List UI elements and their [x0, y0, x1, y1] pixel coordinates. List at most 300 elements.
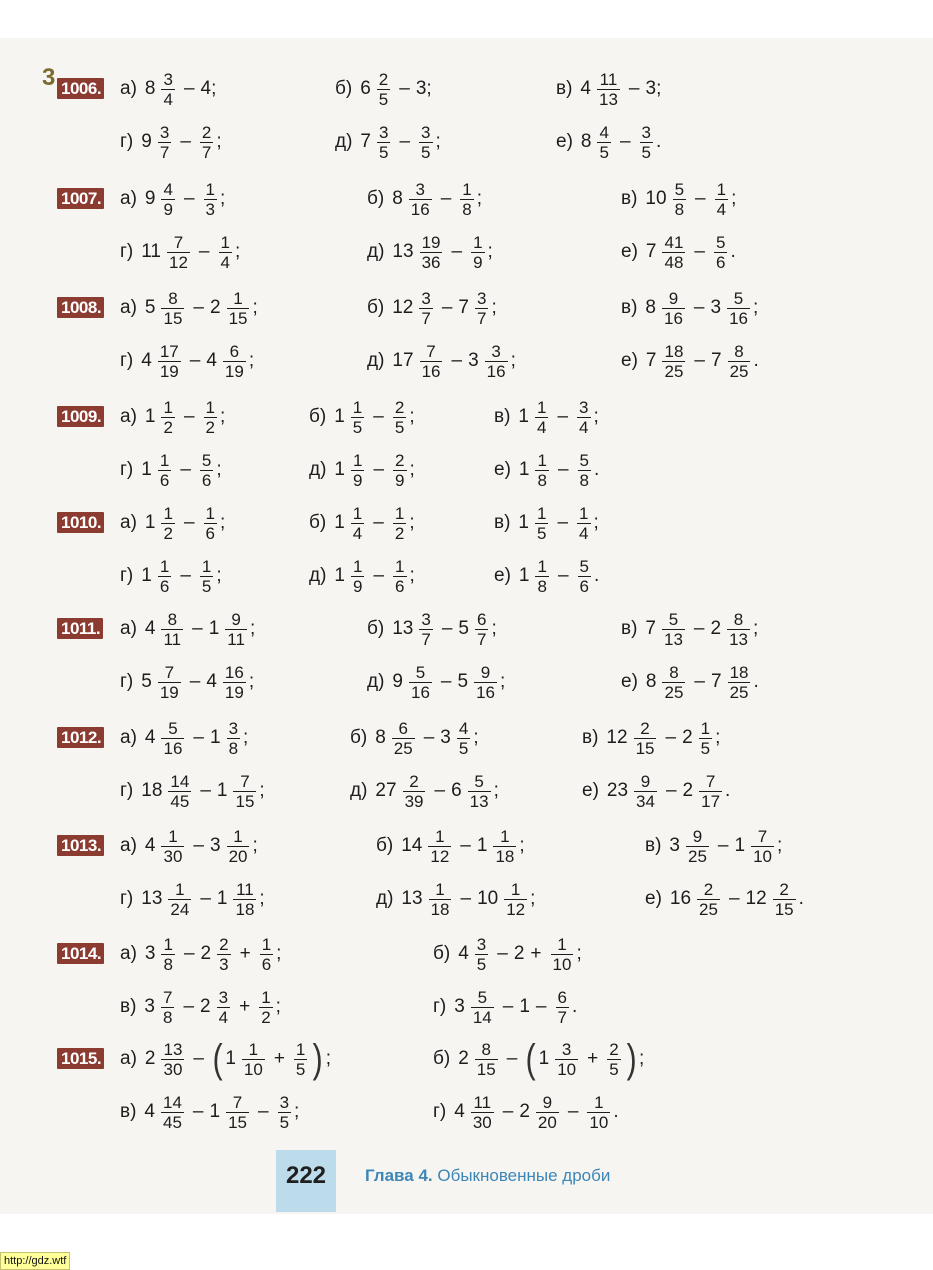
denominator: 25: [393, 738, 413, 758]
whole-part: 16: [669, 888, 692, 909]
exercise-number: 1006.: [57, 78, 104, 99]
whole-part: 4: [580, 78, 591, 99]
denominator: 16: [486, 361, 506, 381]
punctuation: .: [571, 996, 578, 1017]
whole-part: 12: [745, 888, 767, 909]
fraction: [468, 233, 487, 272]
fraction-stack: [728, 342, 751, 381]
mixed-number: [646, 233, 689, 272]
whole-part: 10: [645, 188, 667, 209]
operator: –: [619, 131, 631, 152]
mixed-number: [670, 880, 723, 919]
fraction-stack: [419, 610, 432, 649]
numerator: 7: [240, 771, 250, 791]
whole-part: 9: [392, 671, 403, 692]
punctuation: ;: [487, 241, 493, 262]
mixed-number: [669, 827, 712, 866]
denominator: 19: [224, 361, 244, 381]
numerator: 1: [395, 556, 405, 576]
numerator: 2: [395, 450, 405, 470]
numerator: 11: [599, 69, 618, 89]
operator: –: [373, 512, 384, 533]
exercise-item: [621, 177, 736, 221]
fraction-stack: [204, 398, 217, 437]
whole-part: 2: [209, 297, 221, 318]
item-label: д): [367, 671, 385, 692]
numerator: 9: [480, 662, 491, 682]
mixed-number: [458, 289, 491, 328]
mixed-number: [145, 719, 188, 758]
denominator: 16: [729, 308, 748, 328]
denominator: 34: [636, 791, 655, 811]
numerator: 3: [421, 609, 431, 629]
fraction: [390, 451, 409, 490]
numerator: 3: [491, 341, 501, 361]
fraction-stack: [161, 988, 174, 1027]
fraction-stack: [161, 398, 174, 437]
operator: –: [183, 943, 195, 964]
whole-part: 23: [606, 780, 629, 801]
denominator: 9: [163, 199, 173, 219]
numerator: 1: [579, 503, 589, 523]
whole-part: 1: [334, 406, 345, 427]
fraction: [390, 557, 409, 596]
mixed-number: [334, 451, 367, 490]
denominator: 25: [729, 682, 749, 702]
fraction-stack: [597, 70, 620, 109]
fraction: [197, 451, 216, 490]
denominator: 10: [243, 1059, 263, 1079]
fraction: [604, 1040, 623, 1079]
fraction: [201, 504, 220, 543]
item-label: в): [494, 512, 511, 533]
whole-part: 7: [458, 297, 469, 318]
operator: –: [665, 780, 677, 801]
mixed-number: [145, 70, 178, 109]
fraction-stack: [474, 663, 497, 702]
operator: +: [273, 1048, 285, 1069]
denominator: 10: [589, 1112, 609, 1132]
fraction-stack: [429, 880, 452, 919]
mixed-number: [468, 342, 511, 381]
fraction-stack: [420, 342, 443, 381]
fraction-stack: [161, 1040, 184, 1079]
numerator: 1: [353, 450, 363, 470]
whole-part: 1: [734, 835, 746, 856]
whole-part: 4: [144, 727, 156, 748]
denominator: 13: [664, 629, 683, 649]
fraction-stack: [260, 935, 273, 974]
item-label: г): [433, 996, 447, 1017]
item-label: а): [120, 943, 137, 964]
exercise-item: [350, 716, 479, 760]
page-number: 222: [276, 1150, 336, 1212]
whole-part: 4: [141, 350, 152, 371]
fraction-stack: [204, 180, 217, 219]
mixed-number: [519, 557, 552, 596]
numerator: 1: [163, 503, 173, 523]
whole-part: 1: [209, 1101, 221, 1122]
item-label: а): [120, 512, 137, 533]
whole-part: 4: [454, 1101, 465, 1122]
punctuation: ;: [473, 727, 479, 748]
operator: –: [434, 780, 446, 801]
fraction-stack: [158, 451, 171, 490]
denominator: 5: [537, 523, 547, 543]
whole-part: 7: [360, 131, 371, 152]
fraction-stack: [420, 233, 443, 272]
punctuation: .: [753, 350, 759, 371]
fraction-stack: [227, 289, 250, 328]
denominator: 4: [579, 523, 589, 543]
numerator: 1: [510, 879, 521, 899]
whole-part: 3: [209, 835, 221, 856]
mixed-number: [518, 398, 551, 437]
whole-part: 1: [144, 512, 156, 533]
numerator: 5: [474, 771, 484, 791]
operator: –: [200, 780, 211, 801]
mixed-number: [141, 557, 174, 596]
denominator: 6: [579, 576, 589, 596]
item-label: д): [350, 780, 368, 801]
whole-part: 7: [710, 671, 722, 692]
whole-part: 12: [392, 297, 414, 318]
fraction-stack: [204, 504, 217, 543]
mixed-number: [711, 610, 754, 649]
numerator: 18: [664, 341, 684, 361]
fraction-stack: [662, 610, 685, 649]
numerator: 5: [477, 987, 488, 1007]
numerator: 1: [261, 934, 272, 954]
denominator: 5: [379, 142, 389, 162]
fraction-stack: [773, 880, 796, 919]
fraction-stack: [485, 342, 508, 381]
punctuation: ;: [276, 943, 282, 964]
exercise-item: [494, 554, 599, 598]
whole-part: 9: [144, 188, 156, 209]
numerator: 3: [159, 122, 170, 142]
fraction-stack: [475, 1040, 498, 1079]
denominator: 8: [228, 738, 239, 758]
denominator: 5: [279, 1112, 290, 1132]
fraction-stack: [536, 1093, 559, 1132]
numerator: 1: [435, 826, 445, 846]
denominator: 15: [228, 308, 248, 328]
numerator: 3: [641, 122, 651, 142]
operator: –: [193, 727, 204, 748]
numerator: 1: [462, 179, 472, 199]
whole-part: 14: [401, 835, 423, 856]
fraction-stack: [634, 719, 657, 758]
mixed-number: [141, 880, 194, 919]
numerator: 1: [557, 934, 567, 954]
denominator: 8: [462, 199, 472, 219]
fraction-stack: [242, 1040, 265, 1079]
fraction-stack: [457, 719, 470, 758]
operator: –: [694, 350, 705, 371]
exercise-item: [120, 1037, 331, 1081]
exercise-item: [120, 607, 255, 651]
fraction: [275, 1093, 294, 1132]
numerator: 1: [168, 826, 178, 846]
fraction-stack: [393, 557, 406, 596]
punctuation: ;: [753, 618, 759, 639]
mixed-number: [206, 342, 249, 381]
denominator: 5: [352, 417, 363, 437]
mixed-number: [746, 880, 799, 919]
item-label: а): [120, 727, 137, 748]
mixed-number: [145, 504, 178, 543]
fraction: [291, 1040, 310, 1079]
item-label: д): [367, 350, 385, 371]
operator: –: [373, 406, 384, 427]
mixed-number: [141, 233, 193, 272]
exercise-item: [367, 230, 493, 274]
punctuation: ;: [500, 671, 506, 692]
exercise-item: [621, 660, 759, 704]
denominator: 2: [394, 523, 405, 543]
integer: 1: [519, 996, 530, 1017]
denominator: 20: [228, 846, 248, 866]
operator: –: [192, 618, 203, 639]
punctuation: ;: [243, 727, 249, 748]
numerator: 1: [220, 232, 230, 252]
fraction-stack: [556, 988, 569, 1027]
whole-part: 13: [392, 241, 414, 262]
mixed-number: [645, 180, 689, 219]
operator: –: [200, 888, 211, 909]
punctuation: ;: [216, 459, 222, 480]
exercise-item: [433, 985, 577, 1029]
mixed-number: [206, 663, 249, 702]
fraction-stack: [158, 342, 181, 381]
operator: –: [192, 1101, 204, 1122]
integer: 2: [513, 943, 525, 964]
operator: –: [728, 888, 740, 909]
fraction: [575, 451, 594, 490]
item-label: б): [433, 943, 451, 964]
denominator: 25: [729, 361, 749, 381]
operator: –: [665, 727, 677, 748]
whole-part: 1: [518, 459, 530, 480]
fraction-stack: [158, 663, 181, 702]
denominator: 25: [688, 846, 707, 866]
exercise-item: [494, 448, 599, 492]
denominator: 24: [170, 899, 190, 919]
exercise-item: [376, 824, 525, 868]
punctuation: ;: [593, 406, 599, 427]
whole-part: 7: [645, 618, 656, 639]
numerator: 2: [394, 397, 405, 417]
mixed-number: [646, 663, 689, 702]
whole-part: 27: [375, 780, 397, 801]
mixed-number: [334, 504, 367, 543]
whole-part: 1: [538, 1048, 550, 1069]
fraction-stack: [161, 1093, 184, 1132]
numerator: 6: [557, 987, 567, 1007]
exercise-item: [309, 554, 415, 598]
fraction: [711, 233, 730, 272]
numerator: 1: [435, 879, 445, 899]
denominator: 20: [537, 1112, 557, 1132]
denominator: 14: [472, 1007, 492, 1027]
whole-part: 12: [606, 727, 628, 748]
denominator: 25: [699, 899, 718, 919]
numerator: 6: [229, 341, 240, 361]
punctuation: ;: [426, 78, 432, 99]
fraction-stack: [727, 289, 750, 328]
exercise-item: [556, 120, 661, 164]
denominator: 4: [218, 1007, 229, 1027]
exercise-number: 1008.: [57, 297, 104, 318]
exercise-item: [120, 339, 254, 383]
numerator: 1: [700, 718, 711, 738]
denominator: 5: [599, 142, 609, 162]
denominator: 7: [159, 142, 170, 162]
fraction: [197, 123, 216, 162]
operator: –: [423, 727, 435, 748]
fraction: [390, 504, 409, 543]
punctuation: .: [594, 459, 600, 480]
fraction-stack: [168, 772, 191, 811]
denominator: 2: [163, 523, 173, 543]
mixed-number: [141, 451, 174, 490]
punctuation: ;: [409, 459, 415, 480]
numerator: 1: [248, 1039, 259, 1059]
fraction-stack: [233, 880, 256, 919]
mixed-number: [141, 342, 184, 381]
exercise-item: [335, 120, 441, 164]
denominator: 10: [753, 846, 772, 866]
whole-part: 5: [144, 297, 156, 318]
numerator: 5: [168, 718, 178, 738]
numerator: 3: [228, 718, 239, 738]
fraction-stack: [471, 233, 484, 272]
punctuation: ;: [777, 835, 783, 856]
operator: +: [239, 943, 251, 964]
chapter-title: Обыкновенные дроби: [437, 1166, 611, 1185]
item-label: е): [621, 241, 638, 262]
denominator: 3: [219, 954, 229, 974]
operator: –: [193, 835, 204, 856]
operator: –: [628, 78, 640, 99]
denominator: 19: [159, 682, 179, 702]
item-label: е): [556, 131, 573, 152]
denominator: 16: [421, 361, 441, 381]
fraction-stack: [158, 123, 171, 162]
operator: –: [567, 1101, 579, 1122]
exercise-item: [582, 769, 730, 813]
punctuation: ;: [259, 780, 265, 801]
denominator: 18: [430, 899, 450, 919]
operator: –: [399, 78, 410, 99]
integer: 4: [200, 78, 212, 99]
operator: –: [502, 996, 514, 1017]
whole-part: 1: [518, 512, 529, 533]
exercise-item: [645, 877, 804, 921]
fraction-stack: [577, 398, 590, 437]
denominator: 25: [664, 682, 684, 702]
denominator: 19: [159, 361, 179, 381]
whole-part: 13: [401, 888, 423, 909]
mixed-number: [145, 827, 188, 866]
whole-part: 8: [645, 671, 657, 692]
numerator: 1: [394, 503, 405, 523]
fraction-stack: [393, 398, 406, 437]
watermark-link[interactable]: http://gdz.wtf: [0, 1252, 70, 1270]
numerator: 9: [640, 771, 651, 791]
fraction-stack: [662, 663, 685, 702]
exercise-item: [582, 716, 720, 760]
fraction-stack: [223, 342, 246, 381]
numerator: 9: [692, 826, 703, 846]
punctuation: ;: [493, 780, 499, 801]
whole-part: 9: [141, 131, 152, 152]
denominator: 16: [411, 682, 430, 702]
numerator: 7: [173, 232, 184, 252]
whole-part: 1: [518, 565, 530, 586]
operator: –: [183, 188, 195, 209]
item-label: б): [309, 406, 327, 427]
mixed-number: [477, 827, 520, 866]
numerator: 7: [426, 341, 436, 361]
whole-part: 4: [144, 618, 156, 639]
operator: –: [497, 943, 508, 964]
numerator: 1: [500, 826, 510, 846]
exercise-number: 1013.: [57, 835, 104, 856]
fraction-stack: [226, 1093, 249, 1132]
item-label: в): [645, 835, 662, 856]
exercise-item: [494, 501, 599, 545]
item-label: е): [494, 459, 511, 480]
item-label: б): [350, 727, 368, 748]
item-label: г): [120, 131, 134, 152]
numerator: 6: [476, 609, 487, 629]
exercise-item: [645, 824, 782, 868]
fraction-stack: [578, 557, 591, 596]
numerator: 4: [458, 718, 469, 738]
punctuation: ;: [576, 943, 582, 964]
mixed-number: [141, 123, 174, 162]
numerator: 14: [170, 771, 190, 791]
numerator: 5: [415, 662, 426, 682]
mixed-number: [145, 289, 188, 328]
numerator: 3: [421, 122, 431, 142]
fraction-stack: [351, 504, 364, 543]
mixed-number: [477, 880, 530, 919]
numerator: 8: [481, 1039, 491, 1059]
punctuation: ;: [519, 835, 525, 856]
operator: –: [193, 297, 204, 318]
denominator: 2: [163, 417, 173, 437]
numerator: 7: [705, 771, 716, 791]
fraction-stack: [535, 504, 548, 543]
denominator: 5: [458, 738, 469, 758]
numerator: 16: [224, 662, 244, 682]
parenthesis: ): [626, 1037, 637, 1081]
numerator: 18: [729, 662, 749, 682]
whole-part: 1: [208, 618, 220, 639]
denominator: 12: [430, 846, 450, 866]
exercise-item: [621, 230, 736, 274]
punctuation: ;: [248, 350, 255, 371]
fraction-stack: [468, 772, 491, 811]
operator: –: [451, 350, 463, 371]
fraction-stack: [409, 663, 432, 702]
denominator: 6: [201, 470, 212, 490]
mixed-number: [645, 289, 688, 328]
exercise-item: [120, 985, 281, 1029]
